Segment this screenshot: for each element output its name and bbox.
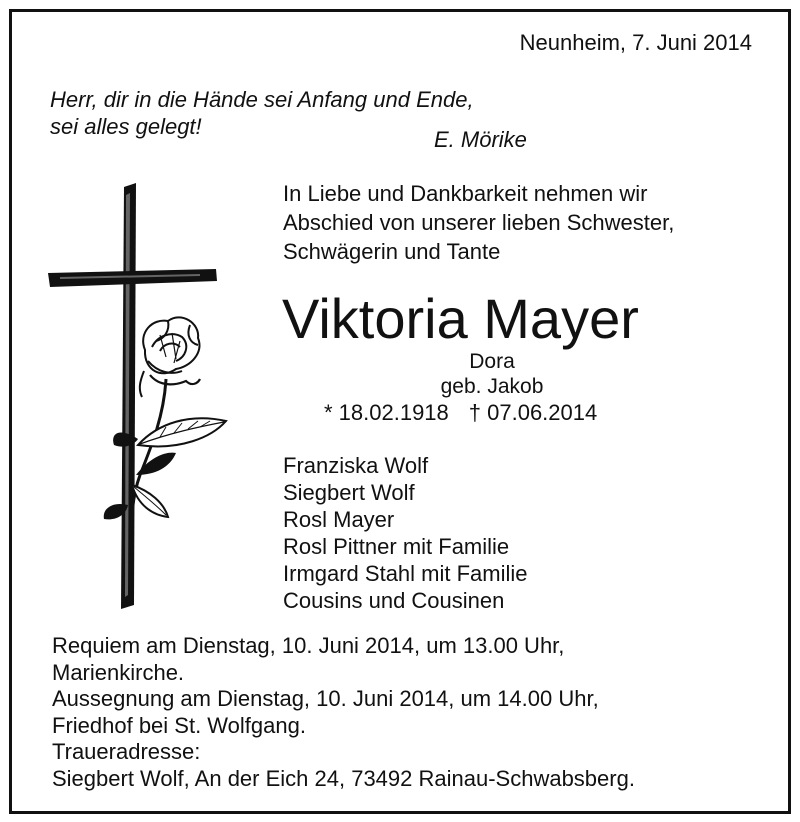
mourner: Rosl Pittner mit Familie bbox=[283, 534, 510, 559]
quote-line-2: sei alles gelegt! bbox=[50, 114, 202, 139]
quote-author: E. Mörike bbox=[434, 127, 527, 152]
ceremony-line: Friedhof bei St. Wolfgang. bbox=[52, 712, 306, 738]
quote bbox=[50, 86, 474, 140]
ceremony-line: Marienkirche. bbox=[52, 659, 185, 685]
mourners-list bbox=[283, 452, 528, 614]
intro-line-1: In Liebe und Dankbarkeit nehmen wir bbox=[283, 181, 648, 206]
mourner: Rosl Mayer bbox=[283, 507, 395, 532]
deceased-birth-name: geb. Jakob bbox=[440, 375, 544, 398]
place-date: Neunheim, 7. Juni 2014 bbox=[519, 30, 752, 55]
mourner: Irmgard Stahl mit Familie bbox=[283, 561, 528, 586]
intro-line-2: Abschied von unserer lieben Schwester, bbox=[283, 210, 675, 235]
birth-date: * 18.02.1918 bbox=[324, 400, 449, 425]
life-dates bbox=[324, 400, 597, 426]
death-date: † 07.06.2014 bbox=[468, 400, 598, 425]
intro-text bbox=[283, 179, 674, 266]
quote-line-1: Herr, dir in die Hände sei Anfang und Ende, bbox=[50, 87, 474, 112]
ceremony-line: Requiem am Dienstag, 10. Juni 2014, um 13.00 Uhr, bbox=[52, 633, 565, 658]
ceremony-info bbox=[52, 633, 635, 792]
deceased-nickname: Dora bbox=[469, 350, 515, 373]
ceremony-line: Traueradresse: bbox=[52, 739, 201, 764]
mourner: Cousins und Cousinen bbox=[283, 588, 505, 613]
deceased-name: Viktoria Mayer bbox=[282, 287, 639, 350]
ceremony-line: Siegbert Wolf, An der Eich 24, 73492 Rainau-Schwabsberg. bbox=[52, 765, 635, 791]
mourner: Franziska Wolf bbox=[283, 453, 429, 478]
intro-line-3: Schwägerin und Tante bbox=[283, 239, 501, 264]
ceremony-line: Aussegnung am Dienstag, 10. Juni 2014, um 14.00 Uhr, bbox=[52, 686, 599, 711]
mourner: Siegbert Wolf bbox=[283, 480, 415, 505]
cross-with-rose-icon bbox=[40, 175, 230, 615]
